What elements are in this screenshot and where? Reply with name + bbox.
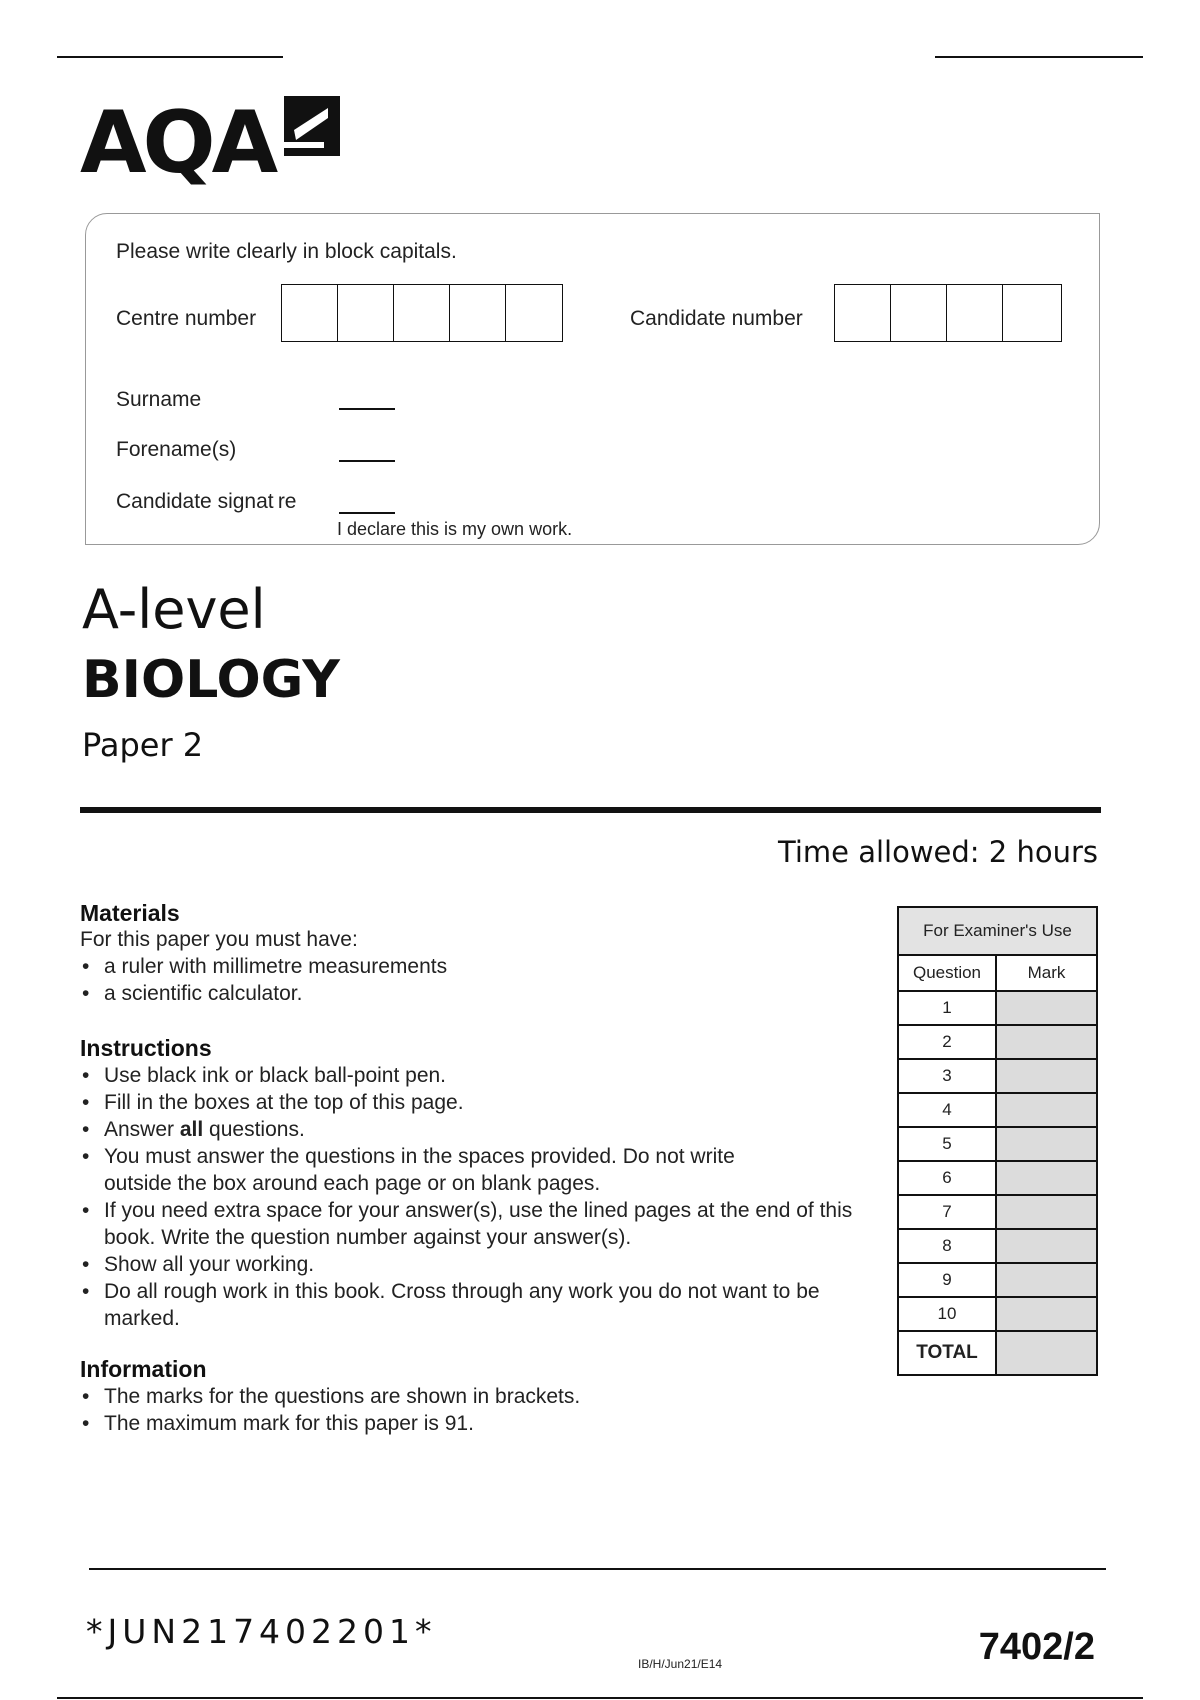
subject-title: BIOLOGY bbox=[82, 650, 340, 710]
total-label: TOTAL bbox=[898, 1331, 996, 1375]
instructions-list bbox=[80, 1062, 860, 1332]
forename-field[interactable] bbox=[339, 460, 395, 462]
aqa-logo-mark-icon bbox=[284, 96, 340, 156]
footer-top-rule bbox=[89, 1568, 1106, 1570]
footer-bottom-rule bbox=[57, 1697, 1143, 1699]
surname-field[interactable] bbox=[339, 408, 395, 410]
instructions-heading: Instructions bbox=[80, 1035, 212, 1061]
question-number: 10 bbox=[898, 1297, 996, 1331]
forename-label: Forename(s) bbox=[116, 438, 237, 461]
mark-cell[interactable] bbox=[996, 1093, 1097, 1127]
paper-number: Paper 2 bbox=[82, 726, 204, 764]
question-number: 8 bbox=[898, 1229, 996, 1263]
signature-field[interactable] bbox=[339, 512, 395, 514]
centre-digit-box[interactable] bbox=[282, 285, 338, 341]
mark-cell[interactable] bbox=[996, 991, 1097, 1025]
materials-intro: For this paper you must have: bbox=[80, 928, 358, 951]
question-number: 1 bbox=[898, 991, 996, 1025]
answer-label: Answer bbox=[104, 1118, 180, 1141]
table-row bbox=[898, 1297, 1097, 1331]
candidate-digit-box[interactable] bbox=[1003, 285, 1061, 341]
question-column-header: Question bbox=[898, 955, 996, 991]
surname-label: Surname bbox=[116, 388, 202, 411]
mark-cell[interactable] bbox=[996, 1059, 1097, 1093]
total-mark-cell[interactable] bbox=[996, 1331, 1097, 1375]
information-list bbox=[80, 1383, 870, 1437]
mark-cell[interactable] bbox=[996, 1263, 1097, 1297]
examiner-use-heading: For Examiner's Use bbox=[898, 907, 1097, 955]
barcode-text: *JUN217402201* bbox=[86, 1612, 437, 1651]
list-item: • Use black ink or black ball-point pen. bbox=[80, 1062, 860, 1089]
mark-cell[interactable] bbox=[996, 1195, 1097, 1229]
table-row bbox=[898, 1025, 1097, 1059]
time-allowed: Time allowed: 2 hours bbox=[778, 835, 1098, 869]
mark-cell[interactable] bbox=[996, 1229, 1097, 1263]
table-row bbox=[898, 1331, 1097, 1375]
examiner-use-table bbox=[897, 906, 1098, 1376]
mark-cell[interactable] bbox=[996, 1127, 1097, 1161]
questions-label: questions. bbox=[203, 1118, 305, 1141]
candidate-digit-box[interactable] bbox=[891, 285, 947, 341]
mark-cell[interactable] bbox=[996, 1297, 1097, 1331]
list-item: • The marks for the questions are shown in brackets. bbox=[80, 1383, 870, 1410]
centre-digit-box[interactable] bbox=[506, 285, 562, 341]
candidate-number-boxes bbox=[834, 284, 1062, 342]
top-right-rule bbox=[935, 56, 1143, 58]
centre-number-label: Centre number bbox=[116, 307, 257, 330]
question-number: 4 bbox=[898, 1093, 996, 1127]
question-number: 2 bbox=[898, 1025, 996, 1059]
declaration-text: I declare this is my own work. bbox=[337, 519, 573, 539]
question-number: 5 bbox=[898, 1127, 996, 1161]
materials-heading: Materials bbox=[80, 900, 180, 926]
signature-label: Candidate signat re bbox=[116, 490, 297, 513]
mark-column-header: Mark bbox=[996, 955, 1097, 991]
list-item: • Fill in the boxes at the top of this page. bbox=[80, 1089, 860, 1116]
question-number: 6 bbox=[898, 1161, 996, 1195]
candidate-digit-box[interactable] bbox=[835, 285, 891, 341]
list-item: • You must answer the questions in the spaces provided. Do not write outside the box around each page or on blank pages. bbox=[80, 1143, 784, 1197]
list-item: • If you need extra space for your answer(s), use the lined pages at the end of this book. Write the question number against your answer(s). bbox=[80, 1197, 864, 1251]
list-item: • Show all your working. bbox=[80, 1251, 860, 1278]
aqa-logo: AQA bbox=[80, 93, 275, 193]
list-item bbox=[80, 1116, 860, 1143]
question-number: 3 bbox=[898, 1059, 996, 1093]
qualification-level: A-level bbox=[82, 578, 266, 641]
candidate-digit-box[interactable] bbox=[947, 285, 1003, 341]
table-row bbox=[898, 1263, 1097, 1297]
mark-cell[interactable] bbox=[996, 1025, 1097, 1059]
table-row bbox=[898, 1093, 1097, 1127]
mark-cell[interactable] bbox=[996, 1161, 1097, 1195]
title-divider bbox=[80, 807, 1101, 813]
candidate-number-label: Candidate number bbox=[630, 307, 803, 330]
table-row bbox=[898, 1229, 1097, 1263]
information-heading: Information bbox=[80, 1356, 207, 1382]
list-item: • The maximum mark for this paper is 91. bbox=[80, 1410, 870, 1437]
centre-number-boxes bbox=[281, 284, 563, 342]
table-row bbox=[898, 1059, 1097, 1093]
question-number: 9 bbox=[898, 1263, 996, 1297]
centre-digit-box[interactable] bbox=[338, 285, 394, 341]
paper-code: 7402/2 bbox=[978, 1626, 1095, 1668]
table-row bbox=[898, 1195, 1097, 1229]
question-number: 7 bbox=[898, 1195, 996, 1229]
list-item: • a scientific calculator. bbox=[80, 980, 870, 1007]
centre-digit-box[interactable] bbox=[394, 285, 450, 341]
list-item: • a ruler with millimetre measurements bbox=[80, 953, 870, 980]
centre-digit-box[interactable] bbox=[450, 285, 506, 341]
paper-reference: IB/H/Jun21/E14 bbox=[638, 1657, 723, 1671]
block-capitals-instruction: Please write clearly in block capitals. bbox=[116, 240, 457, 263]
table-row bbox=[898, 991, 1097, 1025]
all-emphasis: all bbox=[179, 1118, 204, 1141]
list-item: • Do all rough work in this book. Cross through any work you do not want to be marked. bbox=[80, 1278, 824, 1332]
top-left-rule bbox=[57, 56, 283, 58]
materials-list bbox=[80, 953, 870, 1007]
table-row bbox=[898, 1161, 1097, 1195]
table-row bbox=[898, 1127, 1097, 1161]
